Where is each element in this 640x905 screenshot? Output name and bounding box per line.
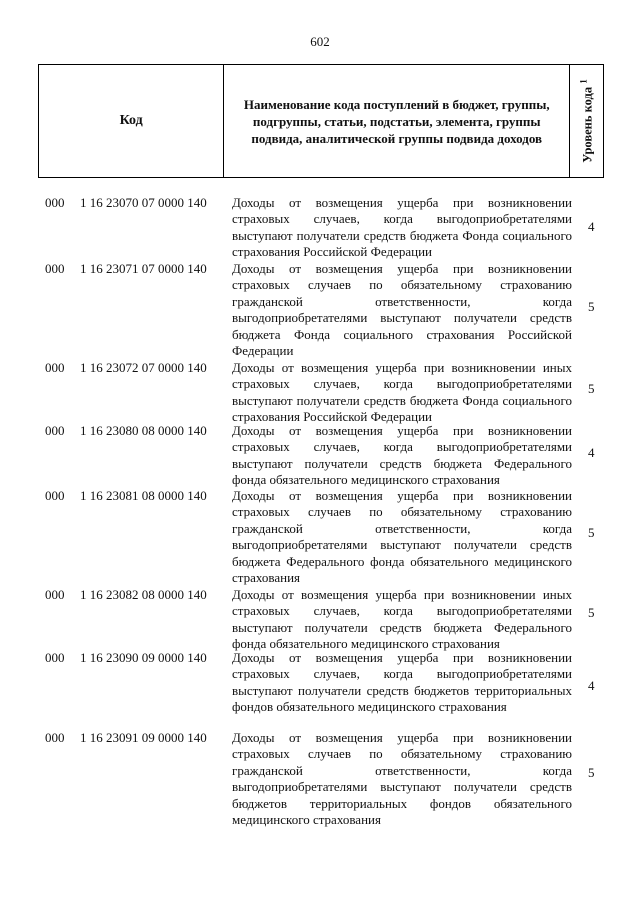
- code-level: 4: [588, 445, 595, 460]
- admin-code: 000: [45, 730, 65, 745]
- table-header: [38, 64, 604, 178]
- revenue-code: 1 16 23070 07 0000 140: [80, 195, 207, 210]
- revenue-code: 1 16 23081 08 0000 140: [80, 488, 207, 503]
- revenue-description: Доходы от возмещения ущерба при возникновении страховых случаев, когда выгодоприобретателями выступают получатели средств бюджета Фонда социального страхования Российской Федерации: [232, 195, 572, 260]
- revenue-description: Доходы от возмещения ущерба при возникновении страховых случаев по обязательному страхованию гражданской ответственности, когда выгодоприобретателями выступают получатели средств бюджета Федерального фонда обязательного медицинского страхования: [232, 488, 572, 586]
- revenue-code: 1 16 23080 08 0000 140: [80, 423, 207, 438]
- admin-code: 000: [45, 650, 65, 665]
- admin-code: 000: [45, 423, 65, 438]
- revenue-description: Доходы от возмещения ущерба при возникновении страховых случаев по обязательному страхованию гражданской ответственности, когда выгодоприобретателями выступают получатели средств бюджетов территориальных фондов обязательного медицинского страхования: [232, 730, 572, 828]
- admin-code: 000: [45, 587, 65, 602]
- header-level-label: [578, 79, 595, 162]
- revenue-description: Доходы от возмещения ущерба при возникновении страховых случаев, когда выгодоприобретателями выступают получатели средств бюджета Федерального фонда обязательного медицинского страхования: [232, 423, 572, 488]
- revenue-code: 1 16 23091 09 0000 140: [80, 730, 207, 745]
- admin-code: 000: [45, 261, 65, 276]
- code-level: 5: [588, 525, 595, 540]
- revenue-description: Доходы от возмещения ущерба при возникновении иных страховых случаев, когда выгодоприобретателями выступают получатели средств бюджета Федерального фонда обязательного медицинского страхования: [232, 587, 572, 652]
- header-level-footnote: 1: [577, 79, 588, 84]
- header-level-text: Уровень кода: [580, 86, 595, 163]
- code-level: 5: [588, 765, 595, 780]
- revenue-code: 1 16 23082 08 0000 140: [80, 587, 207, 602]
- page-number: 602: [310, 34, 330, 49]
- revenue-code: 1 16 23072 07 0000 140: [80, 360, 207, 375]
- code-level: 5: [588, 381, 595, 396]
- revenue-description: Доходы от возмещения ущерба при возникновении иных страховых случаев, когда выгодоприобретателями выступают получатели средств бюджета Фонда социального страхования Российской Федерации: [232, 360, 572, 425]
- code-level: 5: [588, 299, 595, 314]
- code-level: 4: [588, 678, 595, 693]
- admin-code: 000: [45, 360, 65, 375]
- admin-code: 000: [45, 488, 65, 503]
- revenue-description: Доходы от возмещения ущерба при возникновении страховых случаев по обязательному страхованию гражданской ответственности, когда выгодоприобретателями выступают получатели средств бюджета Фонда социального страхования Российской Федерации: [232, 261, 572, 359]
- code-level: 4: [588, 219, 595, 234]
- header-name: Наименование кода поступлений в бюджет, группы, подгруппы, статьи, подстатьи, элемента, группы подвида, аналитической группы подвида доходов: [224, 65, 570, 177]
- header-level: [570, 65, 603, 177]
- code-level: 5: [588, 605, 595, 620]
- revenue-code: 1 16 23090 09 0000 140: [80, 650, 207, 665]
- header-code: Код: [39, 65, 224, 177]
- admin-code: 000: [45, 195, 65, 210]
- revenue-code: 1 16 23071 07 0000 140: [80, 261, 207, 276]
- revenue-description: Доходы от возмещения ущерба при возникновении страховых случаев, когда выгодоприобретателями выступают получатели средств бюджетов территориальных фондов обязательного медицинского страхования: [232, 650, 572, 715]
